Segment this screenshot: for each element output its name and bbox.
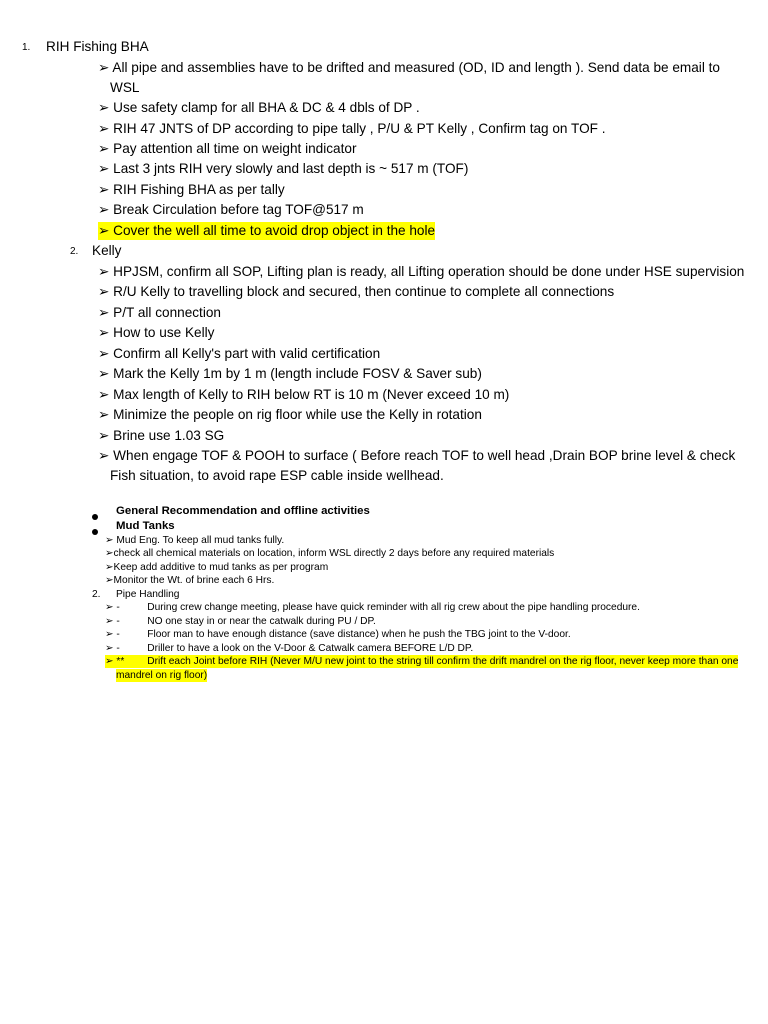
list-item-continuation: Fish situation, to avoid rape ESP cable inside wellhead.	[110, 468, 444, 483]
mud-tanks-heading: Mud Tanks	[116, 520, 175, 532]
list-item: ➢ Max length of Kelly to RIH below RT is 10 m (Never exceed 10 m)	[98, 387, 510, 402]
list-item: ➢ Use safety clamp for all BHA & DC & 4 dbls of DP .	[98, 100, 420, 115]
arrowhead-bullet-icon: ➢	[98, 264, 110, 279]
arrowhead-bullet-icon: ➢	[98, 387, 110, 402]
section2-title: Kelly	[92, 243, 122, 258]
list-item: ➢ Mark the Kelly 1m by 1 m (length include FOSV & Saver sub)	[98, 366, 482, 381]
list-item: ➢ Break Circulation before tag TOF@517 m	[98, 202, 364, 217]
pipe-number: 2.	[92, 589, 101, 600]
arrowhead-bullet-icon: ➢	[98, 346, 110, 361]
arrowhead-bullet-icon: ➢	[98, 161, 110, 176]
list-item: ➢ - Driller to have a look on the V-Door & Catwalk camera BEFORE L/D DP.	[105, 643, 474, 654]
list-item: ➢ Mud Eng. To keep all mud tanks fully.	[105, 535, 285, 546]
arrowhead-bullet-icon: ➢	[105, 548, 114, 559]
list-item: ➢ - During crew change meeting, please have quick reminder with all rig crew about the pipe handling procedure.	[105, 602, 640, 613]
arrowhead-bullet-icon: ➢	[98, 182, 110, 197]
list-item: ➢ Minimize the people on rig floor while use the Kelly in rotation	[98, 407, 482, 422]
pipe-title: Pipe Handling	[116, 589, 180, 600]
arrowhead-bullet-icon: ➢	[105, 535, 114, 546]
arrowhead-bullet-icon: ➢	[98, 305, 110, 320]
list-item: ➢ RIH 47 JNTS of DP according to pipe tally , P/U & PT Kelly , Confirm tag on TOF .	[98, 121, 606, 136]
list-item: ➢ All pipe and assemblies have to be drifted and measured (OD, ID and length ). Send data be email to	[98, 60, 720, 75]
arrowhead-bullet-icon: ➢	[98, 100, 110, 115]
arrowhead-bullet-icon: ➢	[105, 643, 114, 654]
list-item: ➢ - NO one stay in or near the catwalk during PU / DP.	[105, 616, 376, 627]
arrowhead-bullet-icon: ➢	[105, 562, 114, 573]
arrowhead-bullet-icon: ➢	[98, 121, 110, 136]
arrowhead-bullet-icon: ➢	[98, 448, 110, 463]
general-heading: General Recommendation and offline activities	[116, 505, 370, 517]
arrowhead-bullet-icon: ➢	[98, 60, 110, 75]
arrowhead-bullet-icon: ➢	[105, 656, 114, 667]
list-item: ➢check all chemical materials on location, inform WSL directly 2 days before any required materials	[105, 548, 555, 559]
section1-title: RIH Fishing BHA	[46, 39, 149, 54]
arrowhead-bullet-icon: ➢	[105, 575, 114, 586]
list-item: ➢ Confirm all Kelly's part with valid certification	[98, 346, 381, 361]
section2-number: 2.	[70, 246, 79, 257]
list-item-continuation: WSL	[110, 80, 140, 95]
arrowhead-bullet-icon: ➢	[98, 223, 110, 238]
list-item: ➢ How to use Kelly	[98, 325, 215, 340]
arrowhead-bullet-icon: ➢	[98, 284, 110, 299]
arrowhead-bullet-icon: ➢	[98, 202, 110, 217]
list-item: ➢ P/T all connection	[98, 305, 221, 320]
list-item: ➢Keep add additive to mud tanks as per program	[105, 562, 329, 573]
arrowhead-bullet-icon: ➢	[98, 141, 110, 156]
list-item: ➢ Pay attention all time on weight indicator	[98, 141, 357, 156]
bullet-dot-icon	[92, 523, 98, 541]
arrowhead-bullet-icon: ➢	[98, 325, 110, 340]
list-item: ➢ R/U Kelly to travelling block and secured, then continue to complete all connections	[98, 284, 615, 299]
arrowhead-bullet-icon: ➢	[98, 428, 110, 443]
section1-number: 1.	[22, 42, 31, 53]
arrowhead-bullet-icon: ➢	[105, 616, 114, 627]
list-item: ➢ - Floor man to have enough distance (save distance) when he push the TBG joint to the V-door.	[105, 629, 571, 640]
list-item-highlighted: ➢ ** Drift each Joint before RIH (Never M/U new joint to the string till confirm the drift mandrel on the rig floor, never keep more than one	[105, 656, 739, 667]
list-item: ➢Monitor the Wt. of brine each 6 Hrs.	[105, 575, 275, 586]
list-item: ➢ Last 3 jnts RIH very slowly and last depth is ~ 517 m (TOF)	[98, 161, 469, 176]
list-item-continuation: mandrel on rig floor)	[116, 670, 208, 681]
arrowhead-bullet-icon: ➢	[98, 366, 110, 381]
list-item: ➢ When engage TOF & POOH to surface ( Before reach TOF to well head ,Drain BOP brine level & check	[98, 448, 736, 463]
list-item: ➢ RIH Fishing BHA as per tally	[98, 182, 285, 197]
arrowhead-bullet-icon: ➢	[105, 629, 114, 640]
list-item: ➢ HPJSM, confirm all SOP, Lifting plan is ready, all Lifting operation should be done under HSE supervision	[98, 264, 745, 279]
arrowhead-bullet-icon: ➢	[105, 602, 114, 613]
arrowhead-bullet-icon: ➢	[98, 407, 110, 422]
list-item-highlighted: ➢ Cover the well all time to avoid drop object in the hole	[98, 223, 436, 238]
list-item: ➢ Brine use 1.03 SG	[98, 428, 225, 443]
